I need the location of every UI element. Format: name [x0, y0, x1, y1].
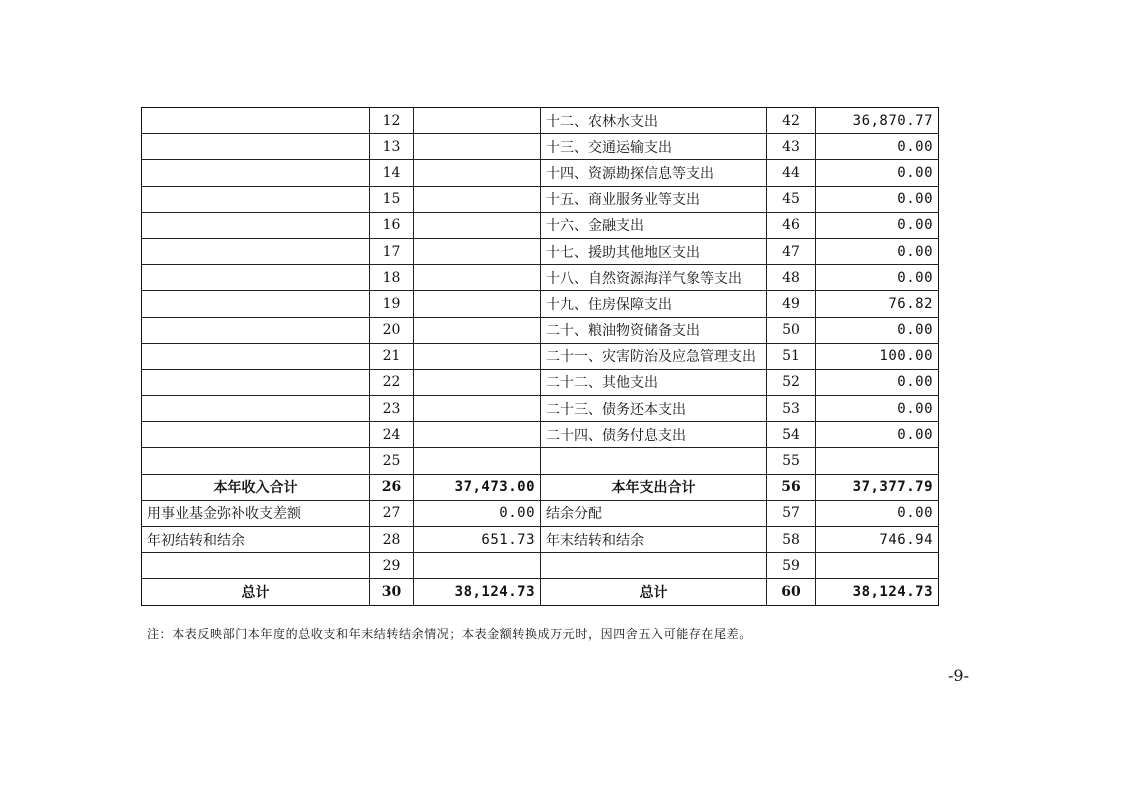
income-amount-cell: 38,124.73	[414, 579, 541, 605]
expense-item-cell: 年末结转和结余	[541, 527, 767, 553]
expense-amount-cell: 36,870.77	[816, 108, 939, 134]
expense-amount-cell	[816, 448, 939, 474]
income-amount-cell	[414, 238, 541, 264]
expense-amount-cell: 746.94	[816, 527, 939, 553]
expense-amount-cell: 0.00	[816, 317, 939, 343]
expense-amount-cell: 100.00	[816, 343, 939, 369]
income-row-number-cell: 12	[370, 108, 414, 134]
income-amount-cell	[414, 317, 541, 343]
expense-row-number-cell: 55	[767, 448, 816, 474]
income-item-cell	[142, 553, 370, 579]
table-row	[142, 186, 939, 212]
expense-amount-cell: 0.00	[816, 212, 939, 238]
income-row-number-cell: 15	[370, 186, 414, 212]
income-item-cell	[142, 108, 370, 134]
table-body	[142, 108, 939, 606]
income-row-number-cell: 13	[370, 134, 414, 160]
expense-amount-cell: 0.00	[816, 265, 939, 291]
expense-row-number-cell: 43	[767, 134, 816, 160]
expense-amount-cell: 76.82	[816, 291, 939, 317]
income-item-cell	[142, 134, 370, 160]
expense-item-cell: 十四、资源勘探信息等支出	[541, 160, 767, 186]
expense-row-number-cell: 46	[767, 212, 816, 238]
expense-row-number-cell: 57	[767, 500, 816, 526]
expense-amount-cell: 38,124.73	[816, 579, 939, 605]
income-amount-cell	[414, 343, 541, 369]
income-amount-cell: 37,473.00	[414, 474, 541, 500]
expense-amount-cell: 0.00	[816, 422, 939, 448]
expense-item-cell: 十六、金融支出	[541, 212, 767, 238]
income-amount-cell	[414, 160, 541, 186]
expense-item-cell: 十九、住房保障支出	[541, 291, 767, 317]
income-amount-cell	[414, 553, 541, 579]
expense-item-cell: 二十二、其他支出	[541, 369, 767, 395]
income-row-number-cell: 16	[370, 212, 414, 238]
expense-amount-cell: 0.00	[816, 186, 939, 212]
expense-item-cell: 二十三、债务还本支出	[541, 396, 767, 422]
expense-item-cell: 结余分配	[541, 500, 767, 526]
expense-amount-cell: 0.00	[816, 134, 939, 160]
income-row-number-cell: 20	[370, 317, 414, 343]
table-row	[142, 265, 939, 291]
table-row	[142, 291, 939, 317]
expense-item-cell: 二十四、债务付息支出	[541, 422, 767, 448]
table-row	[142, 553, 939, 579]
income-row-number-cell: 25	[370, 448, 414, 474]
income-item-cell	[142, 422, 370, 448]
table-footnote: 注：本表反映部门本年度的总收支和年末结转结余情况；本表金额转换成万元时，因四舍五入可能存在尾差。	[147, 627, 752, 641]
expense-item-cell: 二十、粮油物资储备支出	[541, 317, 767, 343]
income-amount-cell: 651.73	[414, 527, 541, 553]
table-row	[142, 343, 939, 369]
income-item-cell	[142, 396, 370, 422]
income-item-cell	[142, 186, 370, 212]
expense-row-number-cell: 52	[767, 369, 816, 395]
income-amount-cell	[414, 448, 541, 474]
income-amount-cell	[414, 134, 541, 160]
table-row	[142, 134, 939, 160]
expense-row-number-cell: 53	[767, 396, 816, 422]
income-item-cell	[142, 265, 370, 291]
expense-amount-cell: 0.00	[816, 396, 939, 422]
income-amount-cell	[414, 396, 541, 422]
expense-row-number-cell: 54	[767, 422, 816, 448]
income-item-cell	[142, 212, 370, 238]
income-item-cell	[142, 343, 370, 369]
income-item-cell	[142, 317, 370, 343]
income-row-number-cell: 26	[370, 474, 414, 500]
income-item-cell	[142, 291, 370, 317]
income-row-number-cell: 28	[370, 527, 414, 553]
expense-amount-cell: 0.00	[816, 500, 939, 526]
expense-item-cell	[541, 448, 767, 474]
expense-item-cell: 总计	[541, 579, 767, 605]
income-item-cell	[142, 448, 370, 474]
income-row-number-cell: 24	[370, 422, 414, 448]
table-total-row	[142, 579, 939, 605]
income-amount-cell	[414, 186, 541, 212]
expense-row-number-cell: 60	[767, 579, 816, 605]
expense-row-number-cell: 59	[767, 553, 816, 579]
expense-item-cell	[541, 553, 767, 579]
income-row-number-cell: 27	[370, 500, 414, 526]
income-amount-cell	[414, 212, 541, 238]
expense-amount-cell: 0.00	[816, 160, 939, 186]
income-amount-cell	[414, 265, 541, 291]
income-amount-cell	[414, 291, 541, 317]
expense-amount-cell	[816, 553, 939, 579]
expense-item-cell: 十三、交通运输支出	[541, 134, 767, 160]
expense-item-cell: 二十一、灾害防治及应急管理支出	[541, 343, 767, 369]
expense-item-cell: 十七、援助其他地区支出	[541, 238, 767, 264]
expense-item-cell: 十二、农林水支出	[541, 108, 767, 134]
expense-row-number-cell: 42	[767, 108, 816, 134]
budget-table	[141, 107, 939, 606]
income-item-cell	[142, 238, 370, 264]
table-row	[142, 396, 939, 422]
expense-row-number-cell: 47	[767, 238, 816, 264]
table-row	[142, 369, 939, 395]
table-row	[142, 448, 939, 474]
income-item-cell	[142, 369, 370, 395]
expense-row-number-cell: 48	[767, 265, 816, 291]
expense-amount-cell: 0.00	[816, 238, 939, 264]
table-row	[142, 160, 939, 186]
income-amount-cell	[414, 108, 541, 134]
income-row-number-cell: 23	[370, 396, 414, 422]
income-amount-cell	[414, 369, 541, 395]
income-item-cell: 本年收入合计	[142, 474, 370, 500]
table-row	[142, 317, 939, 343]
income-row-number-cell: 17	[370, 238, 414, 264]
expense-amount-cell: 37,377.79	[816, 474, 939, 500]
expense-row-number-cell: 58	[767, 527, 816, 553]
table-total-row	[142, 474, 939, 500]
income-item-cell: 总计	[142, 579, 370, 605]
expense-row-number-cell: 45	[767, 186, 816, 212]
table-row	[142, 238, 939, 264]
table-row	[142, 422, 939, 448]
income-row-number-cell: 21	[370, 343, 414, 369]
income-row-number-cell: 19	[370, 291, 414, 317]
income-item-cell	[142, 160, 370, 186]
table-row	[142, 527, 939, 553]
income-row-number-cell: 30	[370, 579, 414, 605]
table-row	[142, 212, 939, 238]
expense-row-number-cell: 44	[767, 160, 816, 186]
income-row-number-cell: 29	[370, 553, 414, 579]
table-row	[142, 108, 939, 134]
expense-row-number-cell: 56	[767, 474, 816, 500]
income-row-number-cell: 14	[370, 160, 414, 186]
income-item-cell: 年初结转和结余	[142, 527, 370, 553]
income-amount-cell	[414, 422, 541, 448]
expense-row-number-cell: 51	[767, 343, 816, 369]
income-row-number-cell: 22	[370, 369, 414, 395]
expense-item-cell: 十五、商业服务业等支出	[541, 186, 767, 212]
income-row-number-cell: 18	[370, 265, 414, 291]
page-number: -9-	[948, 666, 969, 685]
expense-row-number-cell: 50	[767, 317, 816, 343]
expense-item-cell: 十八、自然资源海洋气象等支出	[541, 265, 767, 291]
expense-row-number-cell: 49	[767, 291, 816, 317]
expense-item-cell: 本年支出合计	[541, 474, 767, 500]
income-amount-cell: 0.00	[414, 500, 541, 526]
table-row	[142, 500, 939, 526]
expense-amount-cell: 0.00	[816, 369, 939, 395]
income-item-cell: 用事业基金弥补收支差额	[142, 500, 370, 526]
